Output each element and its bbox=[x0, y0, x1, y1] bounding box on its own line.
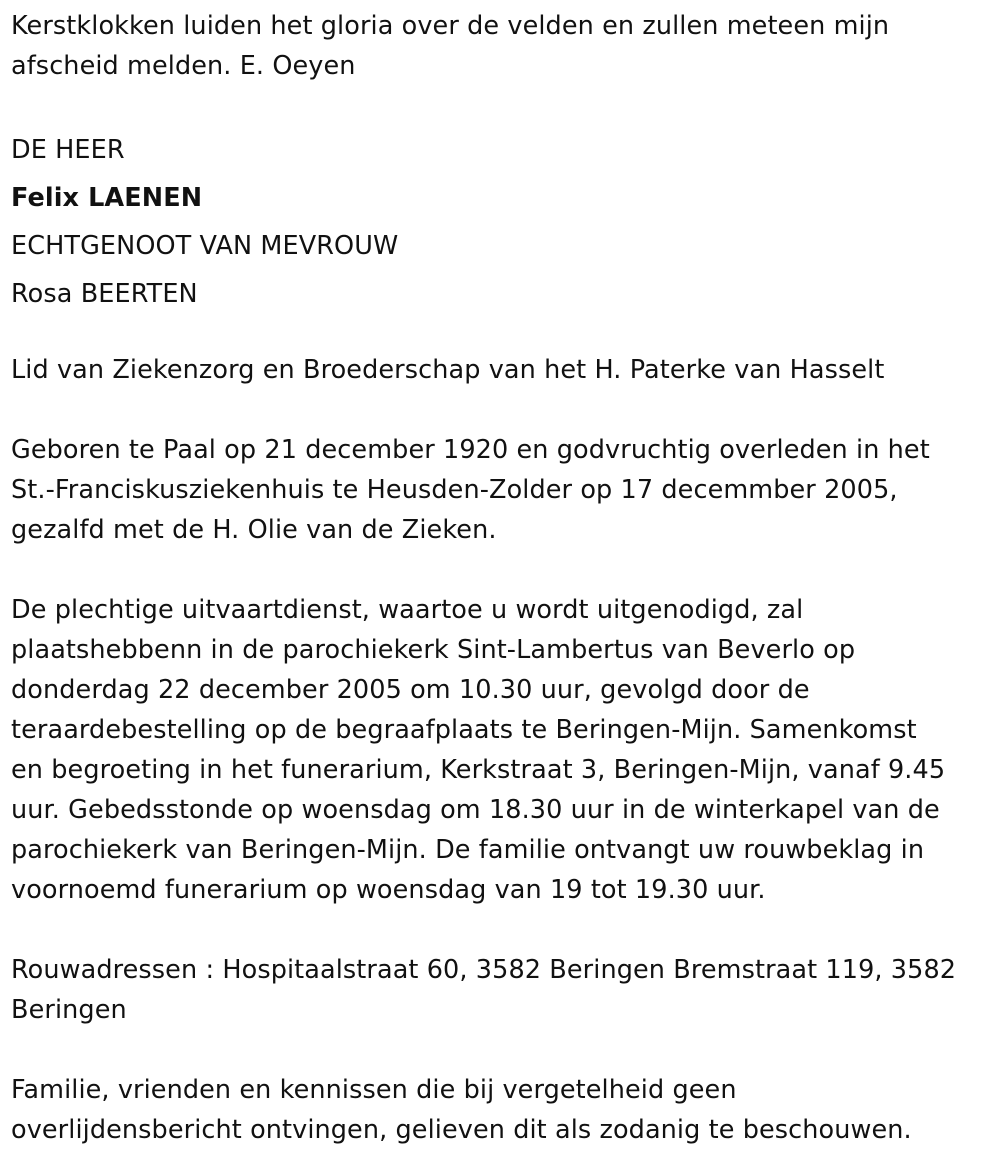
quote-line: Kerstklokken luiden het gloria over de velden en zullen meteen mijn bbox=[11, 11, 890, 41]
funeral-line: parochiekerk van Beringen-Mijn. De familie ontvangt uw rouwbeklag in bbox=[11, 835, 925, 865]
deceased-name: Felix LAENEN bbox=[11, 183, 203, 213]
funeral-line: voornoemd funerarium op woensdag van 19 tot 19.30 uur. bbox=[11, 875, 766, 905]
funeral-line: en begroeting in het funerarium, Kerkstraat 3, Beringen-Mijn, vanaf 9.45 bbox=[11, 755, 946, 785]
deceased-header bbox=[11, 126, 1000, 318]
funeral-line: plaatshebbenn in de parochiekerk Sint-Lambertus van Beverlo op bbox=[11, 635, 856, 665]
funeral-paragraph bbox=[11, 590, 1000, 910]
funeral-line: teraardebestelling op de begraafplaats te Beringen-Mijn. Samenkomst bbox=[11, 715, 917, 745]
address-line: Rouwadressen : Hospitaalstraat 60, 3582 Beringen Bremstraat 119, 3582 bbox=[11, 955, 957, 985]
closing-paragraph bbox=[11, 1070, 1000, 1150]
membership-paragraph bbox=[11, 350, 1000, 390]
funeral-line: uur. Gebedsstonde op woensdag om 18.30 uur in de winterkapel van de bbox=[11, 795, 940, 825]
quote-line: afscheid melden. E. Oeyen bbox=[11, 51, 356, 81]
membership-line: Lid van Ziekenzorg en Broederschap van het H. Paterke van Hasselt bbox=[11, 355, 885, 385]
spouse-name: Rosa BEERTEN bbox=[11, 279, 198, 309]
funeral-line: donderdag 22 december 2005 om 10.30 uur, gevolgd door de bbox=[11, 675, 810, 705]
funeral-line: De plechtige uitvaartdienst, waartoe u wordt uitgenodigd, zal bbox=[11, 595, 804, 625]
birth-death-line: St.-Franciskusziekenhuis te Heusden-Zolder op 17 decemmber 2005, bbox=[11, 475, 898, 505]
birth-death-line: Geboren te Paal op 21 december 1920 en godvruchtig overleden in het bbox=[11, 435, 930, 465]
birth-death-paragraph bbox=[11, 430, 1000, 550]
closing-line: overlijdensbericht ontvingen, gelieven dit als zodanig te beschouwen. bbox=[11, 1115, 912, 1145]
relation-label: ECHTGENOOT VAN MEVROUW bbox=[11, 231, 399, 261]
honorific-title: DE HEER bbox=[11, 135, 125, 165]
opening-quote bbox=[11, 6, 1000, 86]
address-line: Beringen bbox=[11, 995, 127, 1025]
birth-death-line: gezalfd met de H. Olie van de Zieken. bbox=[11, 515, 497, 545]
closing-line: Familie, vrienden en kennissen die bij vergetelheid geen bbox=[11, 1075, 737, 1105]
addresses-paragraph bbox=[11, 950, 1000, 1030]
